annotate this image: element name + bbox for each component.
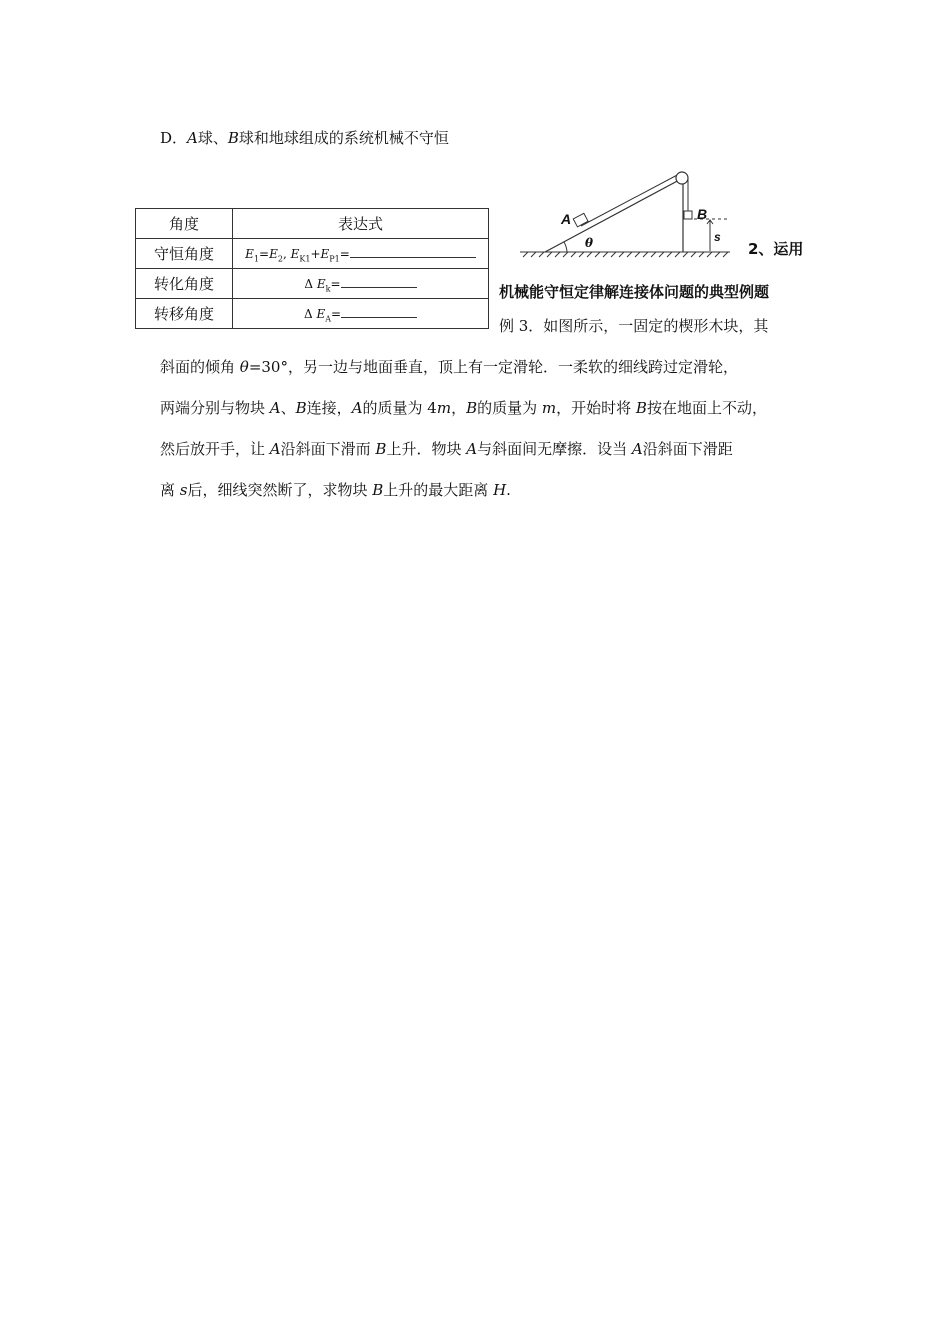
block-b bbox=[684, 211, 692, 219]
section-heading-part1: 2、运用 bbox=[748, 240, 804, 258]
row-angle: 转化角度 bbox=[136, 269, 233, 299]
table-header-angle: 角度 bbox=[136, 209, 233, 239]
wedge-pulley-diagram bbox=[515, 160, 755, 260]
option-d: D．A球、B球和地球组成的系统机械不守恒 bbox=[160, 129, 449, 147]
example-line-3: 两端分别与物块 A、B连接，A的质量为 4m，B的质量为 m，开始时将 B按在地面上不动， bbox=[160, 399, 767, 417]
label-theta: θ bbox=[585, 236, 594, 250]
block-a bbox=[573, 213, 588, 227]
row-expression: $E_1=E_2$, $E_{K1}+E_{P1}=$ bbox=[233, 239, 489, 269]
example-line-2: 斜面的倾角 θ=30°，另一边与地面垂直，顶上有一定滑轮．一柔软的细线跨过定滑轮， bbox=[160, 358, 738, 376]
example-line-5: 离 s后，细线突然断了，求物块 B上升的最大距离 H. bbox=[160, 481, 511, 499]
row-expression: Δ $E_k=$ bbox=[233, 269, 489, 299]
answer-blank[interactable] bbox=[350, 245, 476, 258]
label-b: B bbox=[697, 206, 708, 222]
row-angle: 转移角度 bbox=[136, 299, 233, 329]
energy-angle-table bbox=[135, 208, 489, 329]
label-a: A bbox=[561, 211, 572, 227]
theta-arc bbox=[564, 242, 567, 252]
table-header-expression: 表达式 bbox=[233, 209, 489, 239]
ground-hatching bbox=[520, 252, 730, 257]
string bbox=[581, 173, 681, 226]
table-row bbox=[136, 239, 489, 269]
row-angle: 守恒角度 bbox=[136, 239, 233, 269]
example-line-4: 然后放开手，让 A沿斜面下滑而 B上升．物块 A与斜面间无摩擦．设当 A沿斜面下滑距 bbox=[160, 440, 733, 458]
pulley bbox=[676, 172, 688, 184]
label-s: s bbox=[714, 230, 721, 244]
section-heading-part2: 机械能守恒定律解连接体问题的典型例题 bbox=[499, 283, 770, 301]
table-row bbox=[136, 299, 489, 329]
table-header-row bbox=[136, 209, 489, 239]
answer-blank[interactable] bbox=[341, 275, 417, 288]
row-expression: Δ $E_A=$ bbox=[233, 299, 489, 329]
example-line-1: 例 3．如图所示，一固定的楔形木块，其 bbox=[499, 317, 769, 335]
answer-blank[interactable] bbox=[341, 305, 417, 318]
table-row bbox=[136, 269, 489, 299]
